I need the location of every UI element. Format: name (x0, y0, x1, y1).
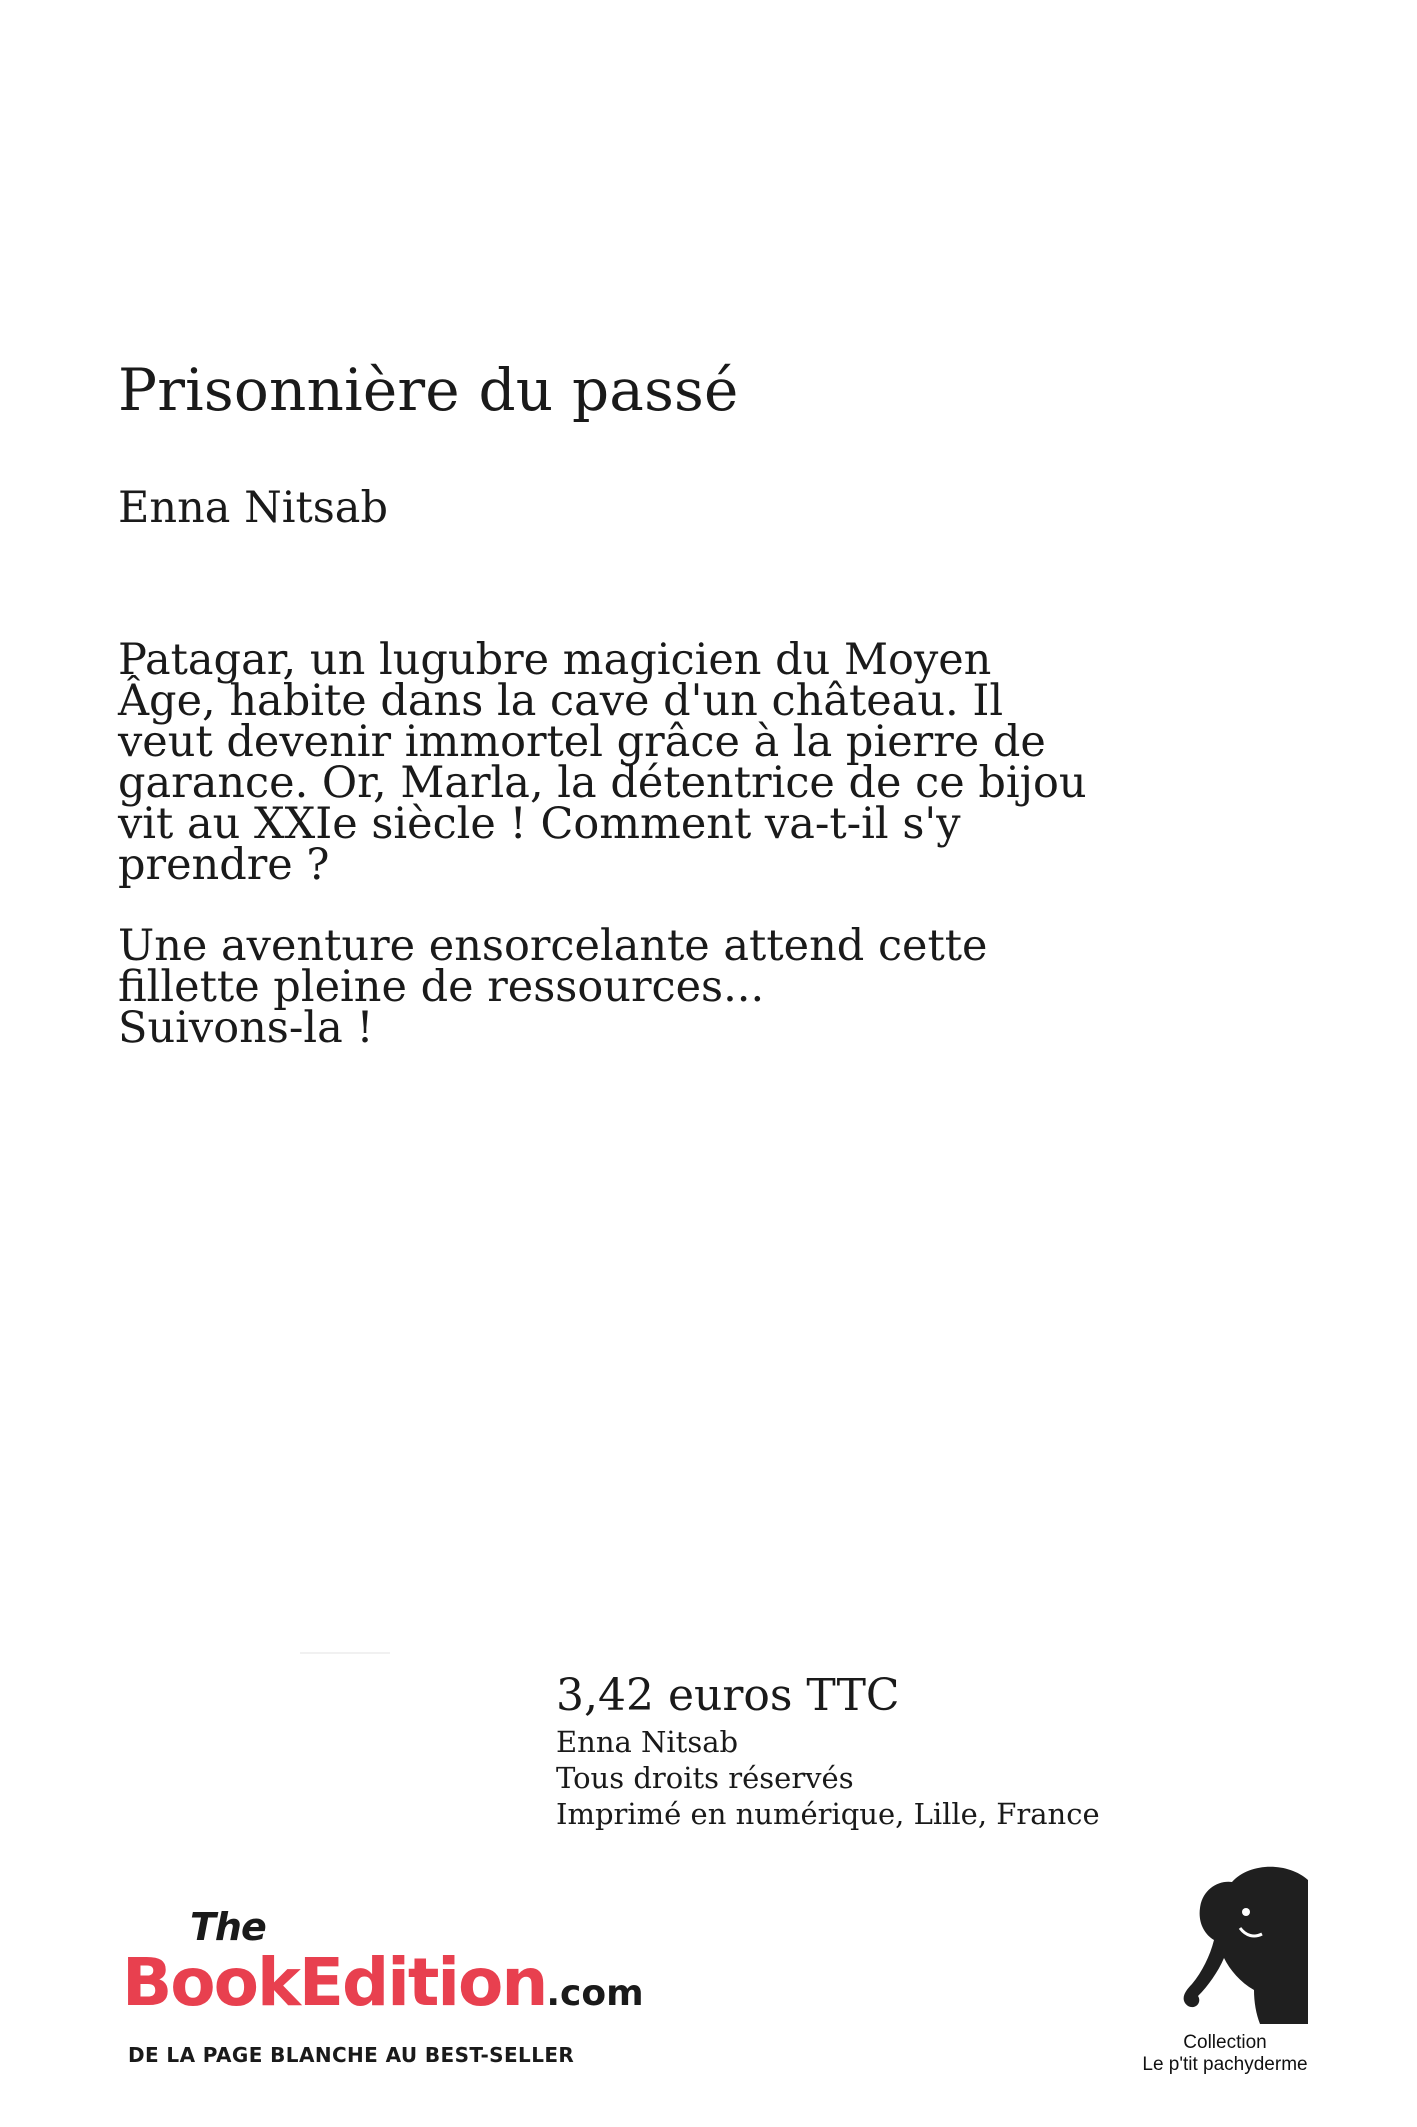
logo-name: BookEdition (122, 1944, 547, 2021)
logo-domain: .com (546, 1973, 644, 2014)
blurb-paragraph-1 (118, 635, 1118, 890)
blurb-line: garance. Or, Marla, la détentrice de ce bijou (118, 758, 1087, 808)
legal-author: Enna Nitsab (556, 1725, 739, 1759)
legal-rights: Tous droits réservés (556, 1761, 854, 1795)
collection-label (1110, 2032, 1340, 2076)
blurb-line: Patagar, un lugubre magicien du Moyen (118, 635, 992, 685)
blurb-line: veut devenir immortel grâce à la pierre de (118, 717, 1046, 767)
blurb-line: Une aventure ensorcelante attend cette (118, 921, 988, 971)
collection-label-line-2: Le p'tit pachyderme (1142, 2054, 1308, 2075)
collection-badge (1110, 1860, 1340, 2100)
back-cover-blurb (118, 635, 1118, 1089)
price: 3,42 euros TTC (556, 1670, 900, 1721)
logo-wordmark (122, 1943, 644, 2034)
blurb-line: Suivons-la ! (118, 1003, 374, 1053)
collection-label-line-1: Collection (1183, 2032, 1267, 2053)
elephant-icon (1158, 1860, 1318, 2030)
blurb-line: fillette pleine de ressources... (118, 962, 765, 1012)
bookedition-logo (122, 1905, 722, 2105)
blurb-line: prendre ? (118, 840, 330, 890)
blurb-line: Âge, habite dans la cave d'un château. Il (118, 676, 1004, 726)
legal-notice (556, 1668, 1100, 1832)
logo-tagline: DE LA PAGE BLANCHE AU BEST-SELLER (128, 2043, 575, 2067)
book-title: Prisonnière du passé (118, 356, 739, 424)
blurb-line: vit au XXIe siècle ! Comment va-t-il s'y (118, 799, 961, 849)
legal-printed: Imprimé en numérique, Lille, France (556, 1797, 1100, 1831)
book-author: Enna Nitsab (118, 483, 388, 533)
logo-the: The (190, 1905, 266, 1949)
divider (300, 1652, 390, 1654)
blurb-paragraph-2 (118, 921, 1118, 1053)
